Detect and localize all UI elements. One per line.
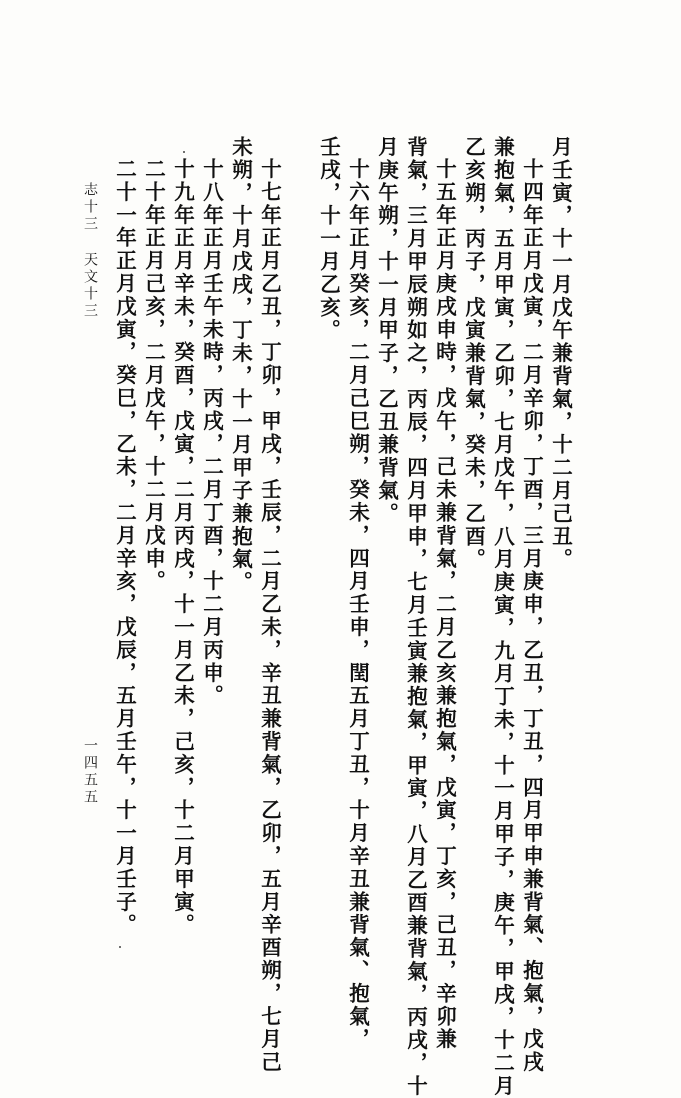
text-column-12: 十八年正月壬午未時，丙戌，二月丁酉，十二月丙申。 — [199, 158, 224, 708]
text-column-11: 未朔，十月戊戌，丁未，十一月甲子兼抱氣。 — [228, 136, 253, 594]
text-column-8: 十六年正月癸亥，二月己巳朔，癸未，四月壬申，閏五月丁丑，十月辛丑兼背氣、抱氣， — [345, 158, 370, 1052]
text-column-5: 十五年正月庚戌申時，戊午，己未兼背氣，二月乙亥兼抱氣，戊寅，丁亥，己丑，辛卯兼 — [432, 158, 457, 1052]
text-column-1: 月壬寅，十一月戊午兼背氣，十二月己丑。 — [548, 136, 573, 572]
text-column-6: 背氣，三月甲辰朔如之，丙辰，四月甲申，七月壬寅兼抱氣，甲寅，八月乙酉兼背氣，丙戌，十 — [403, 136, 428, 1098]
running-header-section: 志十三 — [82, 182, 98, 233]
text-column-7: 月庚午朔，十一月甲子，乙丑兼背氣。 — [374, 136, 399, 526]
text-column-15: 二十一年正月戊寅，癸巳，乙未，二月辛亥，戊辰，五月壬午，十一月壬子。 — [112, 158, 137, 937]
text-column-3: 兼抱氣，五月甲寅，乙卯，七月戊午，八月庚寅，九月丁未，十一月甲子，庚午，甲戌，十二月 — [490, 136, 515, 1098]
text-column-10: 十七年正月乙丑，丁卯，甲戌，壬辰，二月乙未，辛丑兼背氣，乙卯，五月辛酉朔，七月己 — [257, 158, 282, 1074]
scan-speck — [183, 151, 185, 153]
scan-speck — [119, 946, 121, 948]
page-number: 一四五五 — [82, 738, 98, 806]
text-column-9: 壬戌，十一月乙亥。 — [316, 136, 341, 343]
text-column-14: 二十年正月己亥，二月戊午，十二月戊申。 — [141, 158, 166, 594]
text-column-2: 十四年正月戊寅，二月辛卯，丁酉，三月庚申，乙丑，丁丑，四月甲申兼背氣、抱氣，戊戌 — [519, 158, 544, 1074]
text-column-4: 乙亥朔，丙子，戊寅兼背氣，癸未，乙酉。 — [461, 136, 486, 572]
running-header-chapter: 天文十三 — [82, 252, 98, 320]
text-column-13: 十九年正月辛未，癸酉，戊寅，二月丙戌，十一月乙未，己亥，十二月甲寅。 — [170, 158, 195, 937]
